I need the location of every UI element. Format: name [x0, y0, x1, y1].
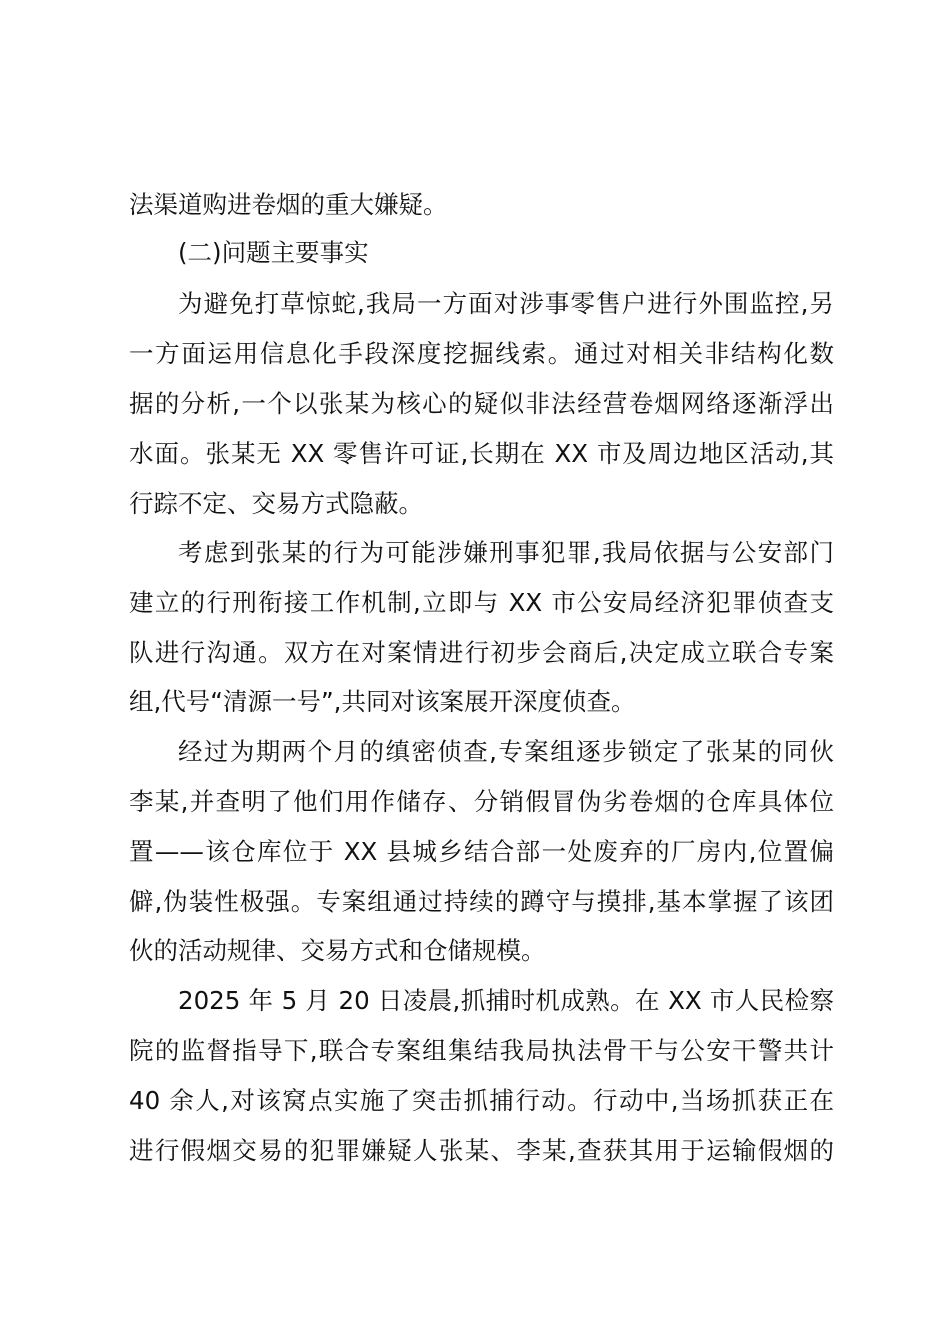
- text-line-15: 僻,伪装性极强。专案组通过持续的蹲守与摸排,基本掌握了该团: [129, 887, 834, 916]
- text-line-17: 2025 年 5 月 20 日凌晨,抓捕时机成熟。在 XX 市人民检察: [178, 986, 834, 1015]
- text-line-18: 院的监督指导下,联合专案组集结我局执法骨干与公安干警共计: [129, 1036, 834, 1065]
- text-line-1: 法渠道购进卷烟的重大嫌疑。: [129, 190, 448, 219]
- text-line-20: 进行假烟交易的犯罪嫌疑人张某、李某,查获其用于运输假烟的: [129, 1136, 834, 1165]
- text-line-14: 置——该仓库位于 XX 县城乡结合部一处废弃的厂房内,位置偏: [129, 837, 834, 866]
- section-heading: (二)问题主要事实: [178, 238, 369, 267]
- text-line-19: 40 余人,对该窝点实施了突击抓捕行动。行动中,当场抓获正在: [129, 1086, 834, 1115]
- text-line-11: 组,代号“清源一号”,共同对该案展开深度侦查。: [129, 687, 636, 716]
- text-line-12: 经过为期两个月的缜密侦查,专案组逐步锁定了张某的同伙: [178, 737, 834, 766]
- text-line-16: 伙的活动规律、交易方式和仓储规模。: [129, 936, 546, 965]
- text-line-10: 队进行沟通。双方在对案情进行初步会商后,决定成立联合专案: [129, 638, 834, 667]
- text-line-3: 为避免打草惊蛇,我局一方面对涉事零售户进行外围监控,另: [178, 289, 834, 318]
- text-line-7: 行踪不定、交易方式隐蔽。: [129, 489, 423, 518]
- text-line-8: 考虑到张某的行为可能涉嫌刑事犯罪,我局依据与公安部门: [178, 538, 834, 567]
- text-line-13: 李某,并查明了他们用作储存、分销假冒伪劣卷烟的仓库具体位: [129, 787, 834, 816]
- text-line-6: 水面。张某无 XX 零售许可证,长期在 XX 市及周边地区活动,其: [129, 439, 834, 468]
- text-line-4: 一方面运用信息化手段深度挖掘线索。通过对相关非结构化数: [129, 339, 834, 368]
- text-line-9: 建立的行刑衔接工作机制,立即与 XX 市公安局经济犯罪侦查支: [129, 588, 834, 617]
- text-line-5: 据的分析,一个以张某为核心的疑似非法经营卷烟网络逐渐浮出: [129, 389, 834, 418]
